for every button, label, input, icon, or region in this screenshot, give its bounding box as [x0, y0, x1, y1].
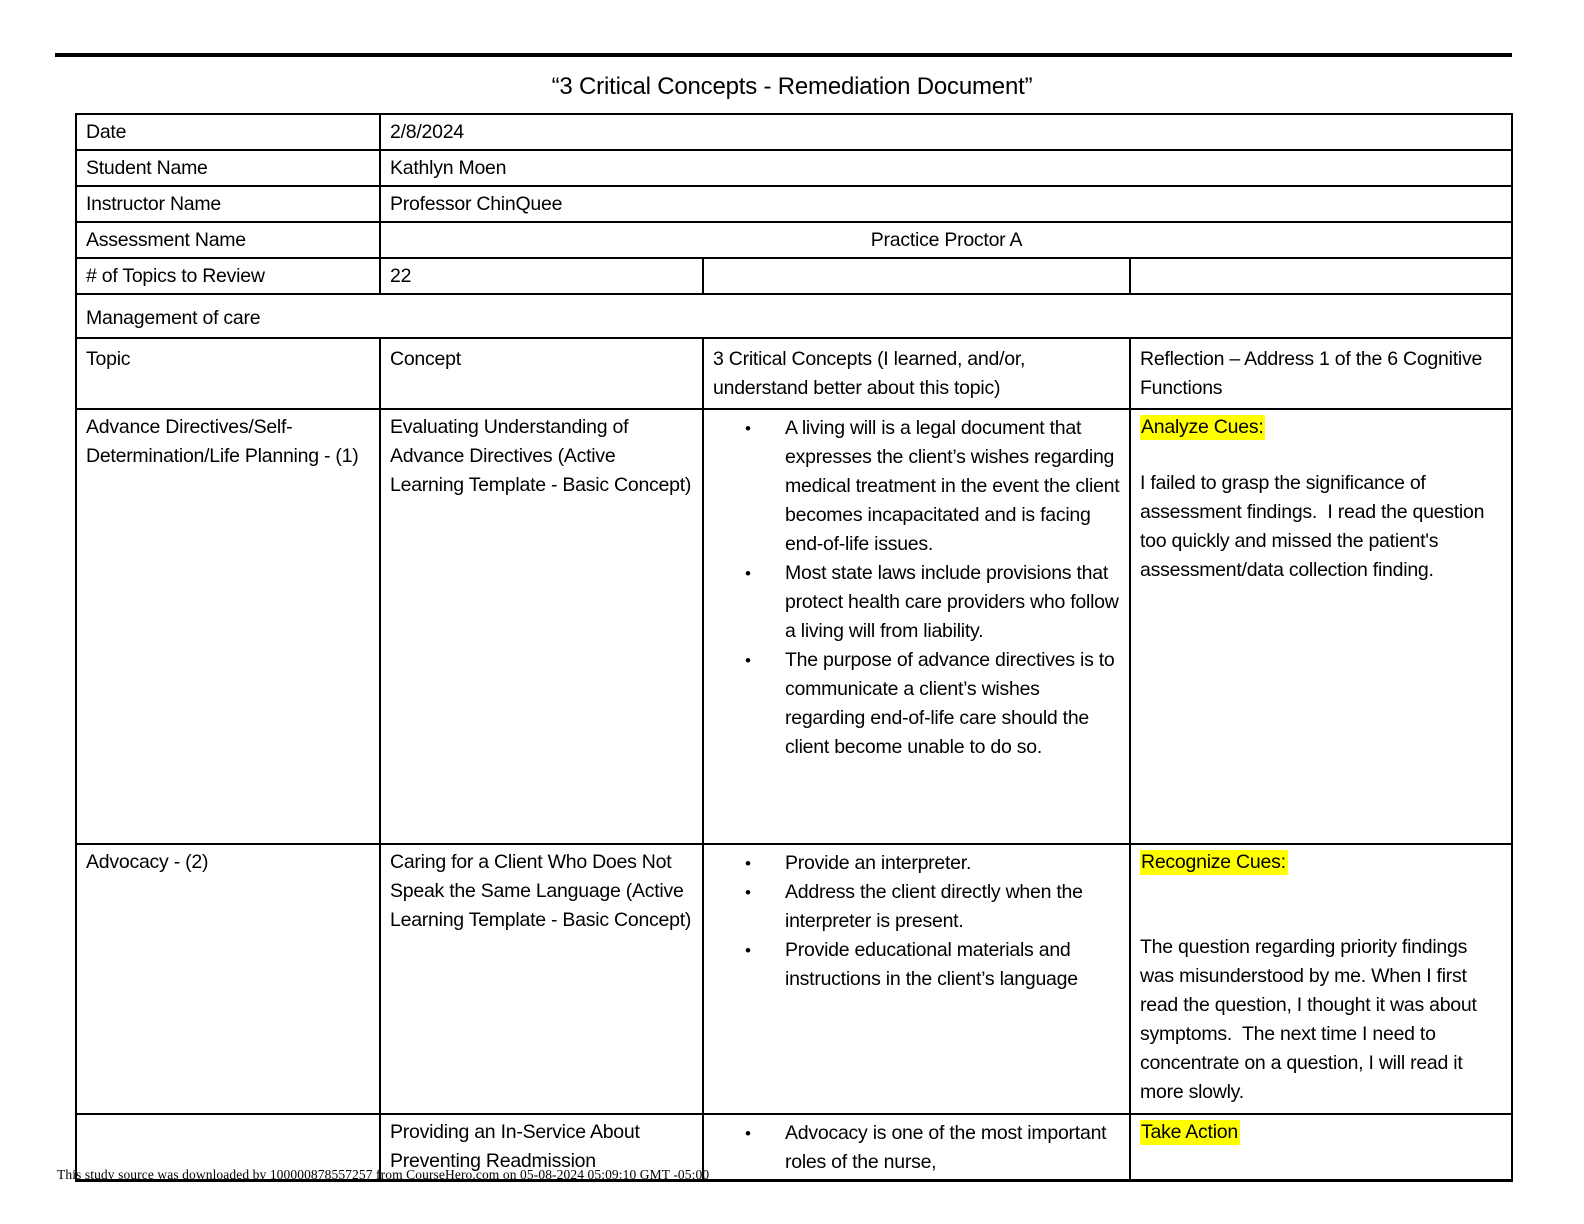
table-row — [76, 844, 1512, 1114]
bullet-list — [713, 413, 1121, 762]
remediation-table — [75, 113, 1513, 1182]
list-item — [713, 849, 1121, 878]
info-row-topics-to-review — [76, 258, 1512, 294]
topic-cell: Advance Directives/Self-Determination/Life Planning - (1) — [76, 409, 380, 844]
bullet-icon: • — [745, 419, 751, 438]
column-header-topic: Topic — [76, 338, 380, 409]
list-item — [713, 1119, 1121, 1177]
list-item — [713, 559, 1121, 646]
column-header-reflection: Reflection – Address 1 of the 6 Cognitive Functions — [1130, 338, 1512, 409]
reflection-cell — [1130, 1114, 1512, 1181]
reflection-text: The question regarding priority findings was misunderstood by me. When I first read the question, I thought it was about symptoms. The next time I need to concentrate on a question, I will read it more slowly. — [1140, 936, 1482, 1103]
column-header-critical-concepts: 3 Critical Concepts (I learned, and/or, understand better about this topic) — [703, 338, 1130, 409]
info-value-assessment-name: Practice Proctor A — [380, 222, 1512, 258]
info-row-instructor-name — [76, 186, 1512, 222]
table-header-row — [76, 338, 1512, 409]
bullet-icon: • — [745, 941, 751, 960]
bullet-icon: • — [745, 564, 751, 583]
bullet-icon: • — [745, 1124, 751, 1143]
info-value-student-name: Kathlyn Moen — [380, 150, 1512, 186]
concept-cell: Caring for a Client Who Does Not Speak the Same Language (Active Learning Template - Basic Concept) — [380, 844, 703, 1114]
critical-concepts-cell — [703, 844, 1130, 1114]
bullet-text: Provide an interpreter. — [785, 852, 972, 874]
column-header-concept: Concept — [380, 338, 703, 409]
reflection-cell — [1130, 409, 1512, 844]
info-value-instructor-name: Professor ChinQuee — [380, 186, 1512, 222]
bullet-icon: • — [745, 854, 751, 873]
bullet-text: Provide educational materials and instructions in the client’s language — [785, 939, 1078, 990]
info-label-date: Date — [76, 114, 380, 150]
bullet-icon: • — [745, 883, 751, 902]
section-header-row — [76, 294, 1512, 338]
reflection-text: I failed to grasp the significance of assessment findings. I read the question too quickly and missed the patient's assessment/data collection finding. — [1140, 472, 1490, 581]
bullet-text: Address the client directly when the interpreter is present. — [785, 881, 1083, 932]
concept-cell: Providing an In-Service About Preventing Readmission — [380, 1114, 703, 1181]
info-row-date — [76, 114, 1512, 150]
bullet-list — [713, 1118, 1121, 1177]
bullet-icon: • — [745, 651, 751, 670]
highlighted-cue-label: Analyze Cues: — [1141, 416, 1264, 438]
empty-cell — [703, 258, 1130, 294]
download-attribution: This study source was downloaded by 100000878557257 from CourseHero.com on 05-08-2024 05:09:10 GMT -05:00 — [57, 1167, 710, 1182]
info-value-date: 2/8/2024 — [380, 114, 1512, 150]
bullet-text: The purpose of advance directives is to communicate a client’s wishes regarding end-of-life care should the client become unable to do so. — [785, 649, 1115, 758]
critical-concepts-cell — [703, 1114, 1130, 1181]
concept-cell: Evaluating Understanding of Advance Directives (Active Learning Template - Basic Concept) — [380, 409, 703, 844]
bullet-text: Most state laws include provisions that protect health care providers who follow a living will from liability. — [785, 562, 1119, 642]
info-row-assessment-name — [76, 222, 1512, 258]
reflection-cell — [1130, 844, 1512, 1114]
info-row-student-name — [76, 150, 1512, 186]
list-item — [713, 646, 1121, 762]
highlighted-cue-label: Recognize Cues: — [1141, 851, 1286, 873]
info-label-instructor-name: Instructor Name — [76, 186, 380, 222]
info-label-student-name: Student Name — [76, 150, 380, 186]
critical-concepts-cell — [703, 409, 1130, 844]
list-item — [713, 414, 1121, 559]
bullet-text: Advocacy is one of the most important roles of the nurse, — [785, 1122, 1107, 1173]
top-rule — [55, 53, 1512, 57]
topic-cell: Advocacy - (2) — [76, 844, 380, 1114]
section-header: Management of care — [76, 294, 1512, 338]
bullet-list — [713, 848, 1121, 994]
info-label-topics-to-review: # of Topics to Review — [76, 258, 380, 294]
highlighted-cue-label: Take Action — [1141, 1121, 1238, 1143]
list-item — [713, 878, 1121, 936]
list-item — [713, 936, 1121, 994]
info-label-assessment-name: Assessment Name — [76, 222, 380, 258]
page-title: “3 Critical Concepts - Remediation Document” — [551, 73, 1033, 100]
info-value-topics-to-review: 22 — [380, 258, 703, 294]
empty-cell — [1130, 258, 1512, 294]
bullet-text: A living will is a legal document that expresses the client’s wishes regarding medical treatment in the event the client becomes incapacitated and is facing end-of-life issues. — [785, 417, 1120, 555]
table-row — [76, 409, 1512, 844]
